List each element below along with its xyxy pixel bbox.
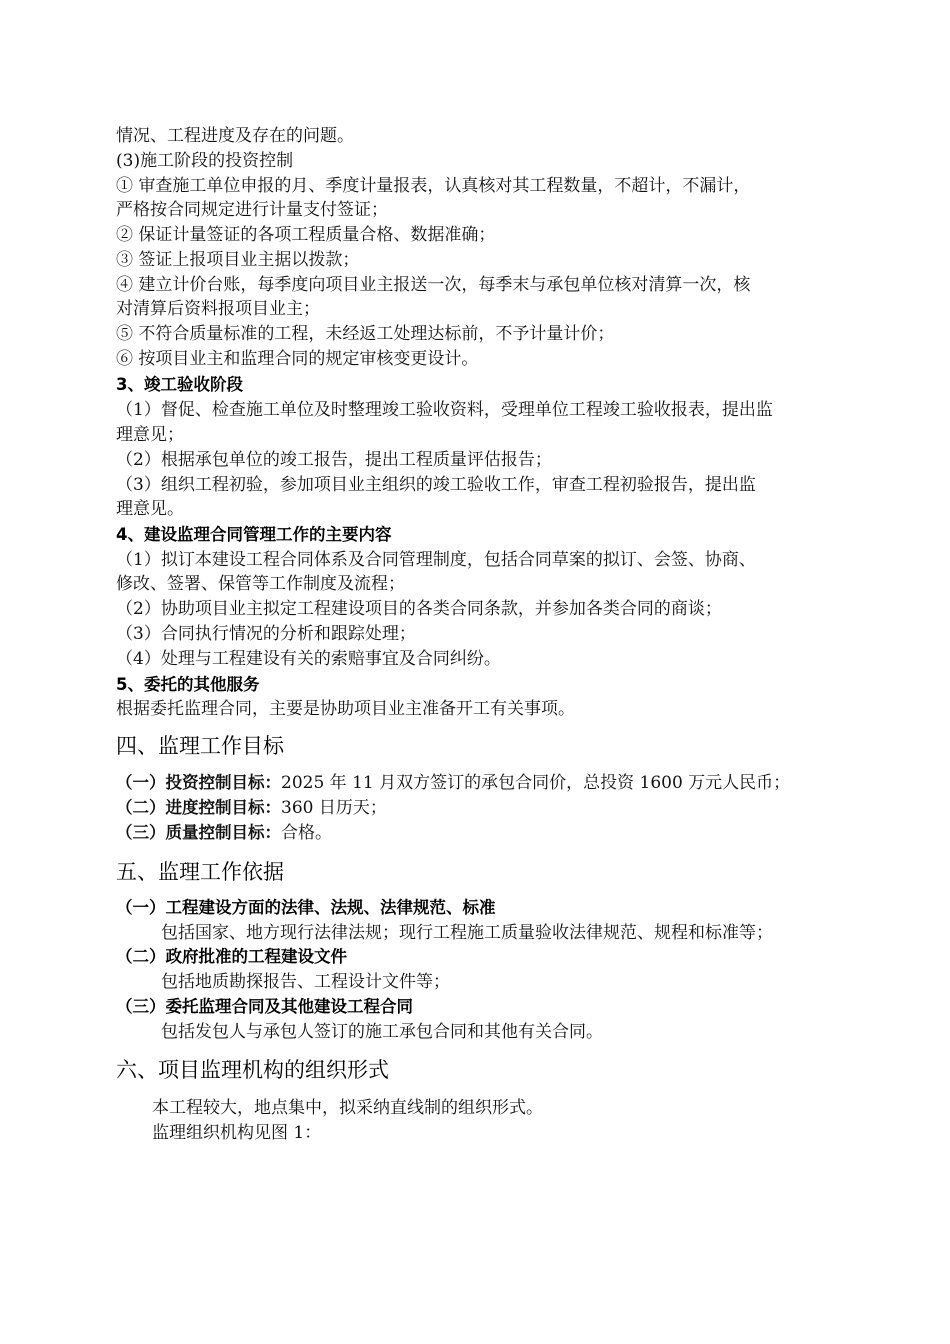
goal-line: [116, 821, 332, 845]
text-line: ④ 建立计价台账，每季度向项目业主报送一次，每季末与承包单位核对清算一次，核: [116, 275, 751, 295]
section-heading: 4、建设监理合同管理工作的主要内容: [116, 525, 392, 544]
text-line: 修改、签署、保管等工作制度及流程；: [116, 574, 405, 594]
chapter-heading: 五、监理工作依据: [116, 860, 284, 884]
section-heading: 5、委托的其他服务: [116, 675, 260, 694]
text-line: ⑤ 不符合质量标准的工程，未经返工处理达标前，不予计量计价；: [116, 324, 615, 344]
text-line: （3）组织工程初验，参加项目业主组织的竣工验收工作，审查工程初验报告，提出监: [116, 475, 756, 495]
goal-line: [116, 771, 790, 795]
text-line: （1）督促、检查施工单位及时整理竣工验收资料，受理单位工程竣工验收报表，提出监: [116, 400, 773, 420]
text-line: ① 审查施工单位申报的月、季度计量报表，认真核对其工程数量，不超计，不漏计，: [116, 176, 751, 196]
goal-value: 360 日历天；: [281, 798, 387, 818]
chapter-heading: 六、项目监理机构的组织形式: [116, 1058, 389, 1082]
goal-value: 合格。: [281, 823, 332, 843]
text-line: ② 保证计量签证的各项工程质量合格、数据准确；: [116, 225, 496, 245]
text-line: （3）合同执行情况的分析和跟踪处理；: [116, 624, 416, 644]
section-heading: 3、竣工验收阶段: [116, 375, 243, 394]
text-line: 情况、工程进度及存在的问题。: [116, 126, 354, 146]
text-line: （1）拟订本建设工程合同体系及合同管理制度，包括合同草案的拟订、会签、协商、: [116, 550, 756, 570]
text-line: ③ 签证上报项目业主据以拨款；: [116, 250, 360, 270]
text-line: (3)施工阶段的投资控制: [116, 151, 294, 171]
item-title: （三）委托监理合同及其他建设工程合同: [116, 997, 413, 1016]
text-line: （2）根据承包单位的竣工报告，提出工程质量评估报告；: [116, 450, 552, 470]
item-desc: 包括国家、地方现行法律法规；现行工程施工质量验收法律规范、规程和标准等；: [161, 923, 773, 943]
goal-value: 2025 年 11 月双方签订的承包合同价，总投资 1600 万元人民币；: [281, 773, 791, 793]
text-line: （2）协助项目业主拟定工程建设项目的各类合同条款，并参加各类合同的商谈；: [116, 599, 722, 619]
text-line: 理意见。: [116, 499, 184, 519]
text-line: 监理组织机构见图 1：: [152, 1123, 322, 1143]
goal-key: （一）投资控制目标：: [116, 773, 281, 792]
text-line: ⑥ 按项目业主和监理合同的规定审核变更设计。: [116, 349, 479, 369]
goal-line: [116, 796, 387, 820]
item-desc: 包括发包人与承包人签订的施工承包合同和其他有关合同。: [161, 1022, 603, 1042]
chapter-heading: 四、监理工作目标: [116, 734, 284, 758]
text-line: 对清算后资料报项目业主；: [116, 299, 320, 319]
goal-key: （二）进度控制目标：: [116, 798, 281, 817]
text-line: （4）处理与工程建设有关的索赔事宜及合同纠纷。: [116, 649, 501, 669]
item-title: （一）工程建设方面的法律、法规、法律规范、标准: [116, 898, 496, 917]
item-title: （二）政府批准的工程建设文件: [116, 947, 347, 966]
goal-key: （三）质量控制目标：: [116, 823, 281, 842]
text-line: 本工程较大，地点集中，拟采纳直线制的组织形式。: [152, 1098, 543, 1118]
text-line: 严格按合同规定进行计量支付签证；: [116, 200, 388, 220]
text-line: 理意见；: [116, 425, 184, 445]
text-line: 根据委托监理合同，主要是协助项目业主准备开工有关事项。: [116, 699, 575, 719]
item-desc: 包括地质勘探报告、工程设计文件等；: [161, 972, 450, 992]
